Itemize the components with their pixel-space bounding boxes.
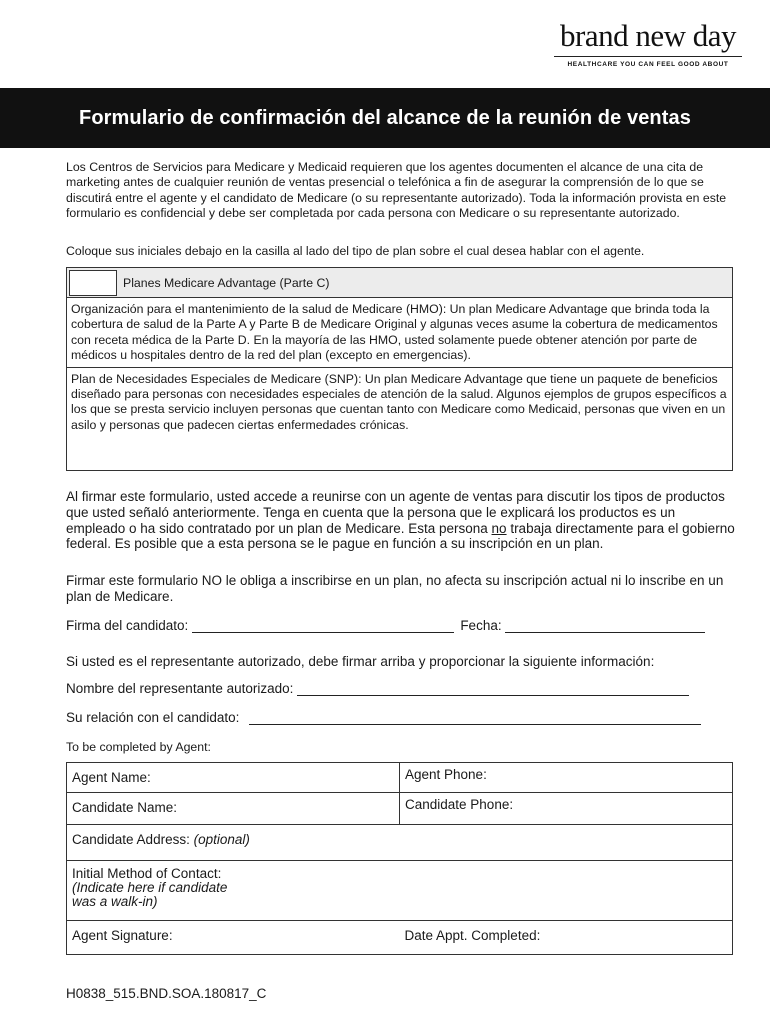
candidate-name-label: Candidate Name: bbox=[72, 800, 178, 815]
consent-text-2: trabaja directamente para el gobierno federal. Es posible que a esta persona se le pague en función a su inscripción en un plan. bbox=[66, 520, 735, 552]
date-label: Fecha: bbox=[460, 618, 502, 633]
hmo-description: Organización para el mantenimiento de la salud de Medicare (HMO): Un plan Medicare Advantage que brinda toda la cobertura de salud de la Parte A y Parte B de Medicare Original y algunas veces asume la cobertura de medicamentos con receta médica de la Parte D. En la mayoría de las HMO, usted solamente puede obtener atención por parte de médicos u hospitales dentro de la red del plan (excepto en emergencias). bbox=[67, 298, 732, 368]
agent-section-note: To be completed by Agent: bbox=[66, 740, 211, 754]
candidate-signature-label: Firma del candidato: bbox=[66, 618, 189, 633]
relationship-field[interactable] bbox=[249, 711, 701, 725]
intro-paragraph: Los Centros de Servicios para Medicare y Medicaid requieren que los agentes documenten el alcance de una cita de marketing antes de cualquier reunión de ventas presencial o telefónica a fin de asegurar la comprensión de lo que se discutirá entre el agente y el candidato de Medicare (o su representante autorizado). Toda la información provista en este formulario es confidencial y debe ser completada por cada persona con Medicare o su representante autorizado. bbox=[66, 160, 727, 220]
walk-in-note-1: (Indicate here if candidate bbox=[72, 880, 228, 895]
consent-paragraph-2: Firmar este formulario NO le obliga a inscribirse en un plan, no afecta su inscripción actual ni lo inscribe en un plan de Medicare. bbox=[66, 573, 724, 604]
candidate-address-label: Candidate Address: bbox=[72, 832, 190, 847]
logo-name: brand new day bbox=[560, 18, 736, 53]
snp-description: Plan de Necesidades Especiales de Medicare (SNP): Un plan Medicare Advantage que tiene un paquete de beneficios diseñado para personas con necesidades especiales de atención de la salud. Algunos ejemplos de grupos específicos a los que se presta servicio incluyen personas que cuentan tanto con Medicare como Medicaid, personas que viven en un asilo y personas que padecen ciertas enfermedades crónicas. bbox=[71, 371, 727, 432]
plan-selection-box bbox=[66, 267, 733, 471]
relationship-label: Su relación con el candidato: bbox=[66, 710, 240, 725]
consent-paragraph bbox=[66, 489, 736, 552]
representative-name-field[interactable] bbox=[297, 682, 689, 696]
agent-row bbox=[67, 763, 733, 793]
candidate-phone-label: Candidate Phone: bbox=[405, 797, 514, 812]
plan-title: Planes Medicare Advantage (Parte C) bbox=[123, 275, 330, 290]
agent-signature-row bbox=[67, 921, 733, 955]
logo-tagline: HEALTHCARE YOU CAN FEEL GOOD ABOUT bbox=[567, 61, 729, 68]
candidate-signature-field[interactable] bbox=[192, 619, 454, 633]
candidate-row bbox=[67, 793, 733, 825]
candidate-address-cell[interactable] bbox=[67, 825, 733, 861]
consent-text-1: Al firmar este formulario, usted accede a reunirse con un agente de ventas para discutir los tipos de productos que usted señaló anteriormente. Tenga en cuenta que la persona que le explicará los productos es un empleado o ha sido contratado por un plan de Medicare. Esta persona bbox=[66, 489, 725, 536]
walk-in-note-2: was a walk-in) bbox=[72, 894, 158, 909]
form-code: H0838_515.BND.SOA.180817_C bbox=[66, 986, 267, 1001]
agent-phone-cell[interactable] bbox=[400, 763, 733, 793]
contact-method-label: Initial Method of Contact: bbox=[72, 866, 222, 881]
agent-signature-cell[interactable] bbox=[67, 921, 400, 955]
optional-note: (optional) bbox=[193, 832, 250, 847]
relationship-row bbox=[66, 710, 701, 725]
plan-header bbox=[67, 268, 732, 298]
contact-method-cell[interactable] bbox=[67, 861, 733, 921]
brand-logo bbox=[548, 18, 748, 68]
representative-note: Si usted es el representante autorizado, debe firmar arriba y proporcionar la siguiente información: bbox=[66, 654, 655, 669]
agent-signature-label: Agent Signature: bbox=[72, 928, 173, 943]
logo-rule bbox=[554, 56, 742, 57]
agent-info-table bbox=[66, 762, 733, 955]
candidate-phone-cell[interactable] bbox=[400, 793, 733, 825]
form-title: Formulario de confirmación del alcance de la reunión de ventas bbox=[79, 106, 691, 129]
address-row bbox=[67, 825, 733, 861]
instruction-text: Coloque sus iniciales debajo en la casilla al lado del tipo de plan sobre el cual desea hablar con el agente. bbox=[66, 244, 645, 258]
date-completed-cell[interactable] bbox=[400, 921, 733, 955]
representative-name-row bbox=[66, 681, 689, 696]
representative-name-label: Nombre del representante autorizado: bbox=[66, 681, 294, 696]
initials-checkbox[interactable] bbox=[69, 270, 117, 296]
contact-method-row bbox=[67, 861, 733, 921]
candidate-signature-row bbox=[66, 618, 705, 633]
date-completed-label: Date Appt. Completed: bbox=[404, 928, 541, 943]
candidate-name-cell[interactable] bbox=[67, 793, 400, 825]
agent-name-label: Agent Name: bbox=[72, 770, 151, 785]
date-field[interactable] bbox=[505, 619, 705, 633]
agent-phone-label: Agent Phone: bbox=[405, 767, 487, 782]
consent-no-emphasis: no bbox=[491, 520, 507, 536]
agent-name-cell[interactable] bbox=[67, 763, 400, 793]
form-title-bar bbox=[0, 88, 770, 148]
